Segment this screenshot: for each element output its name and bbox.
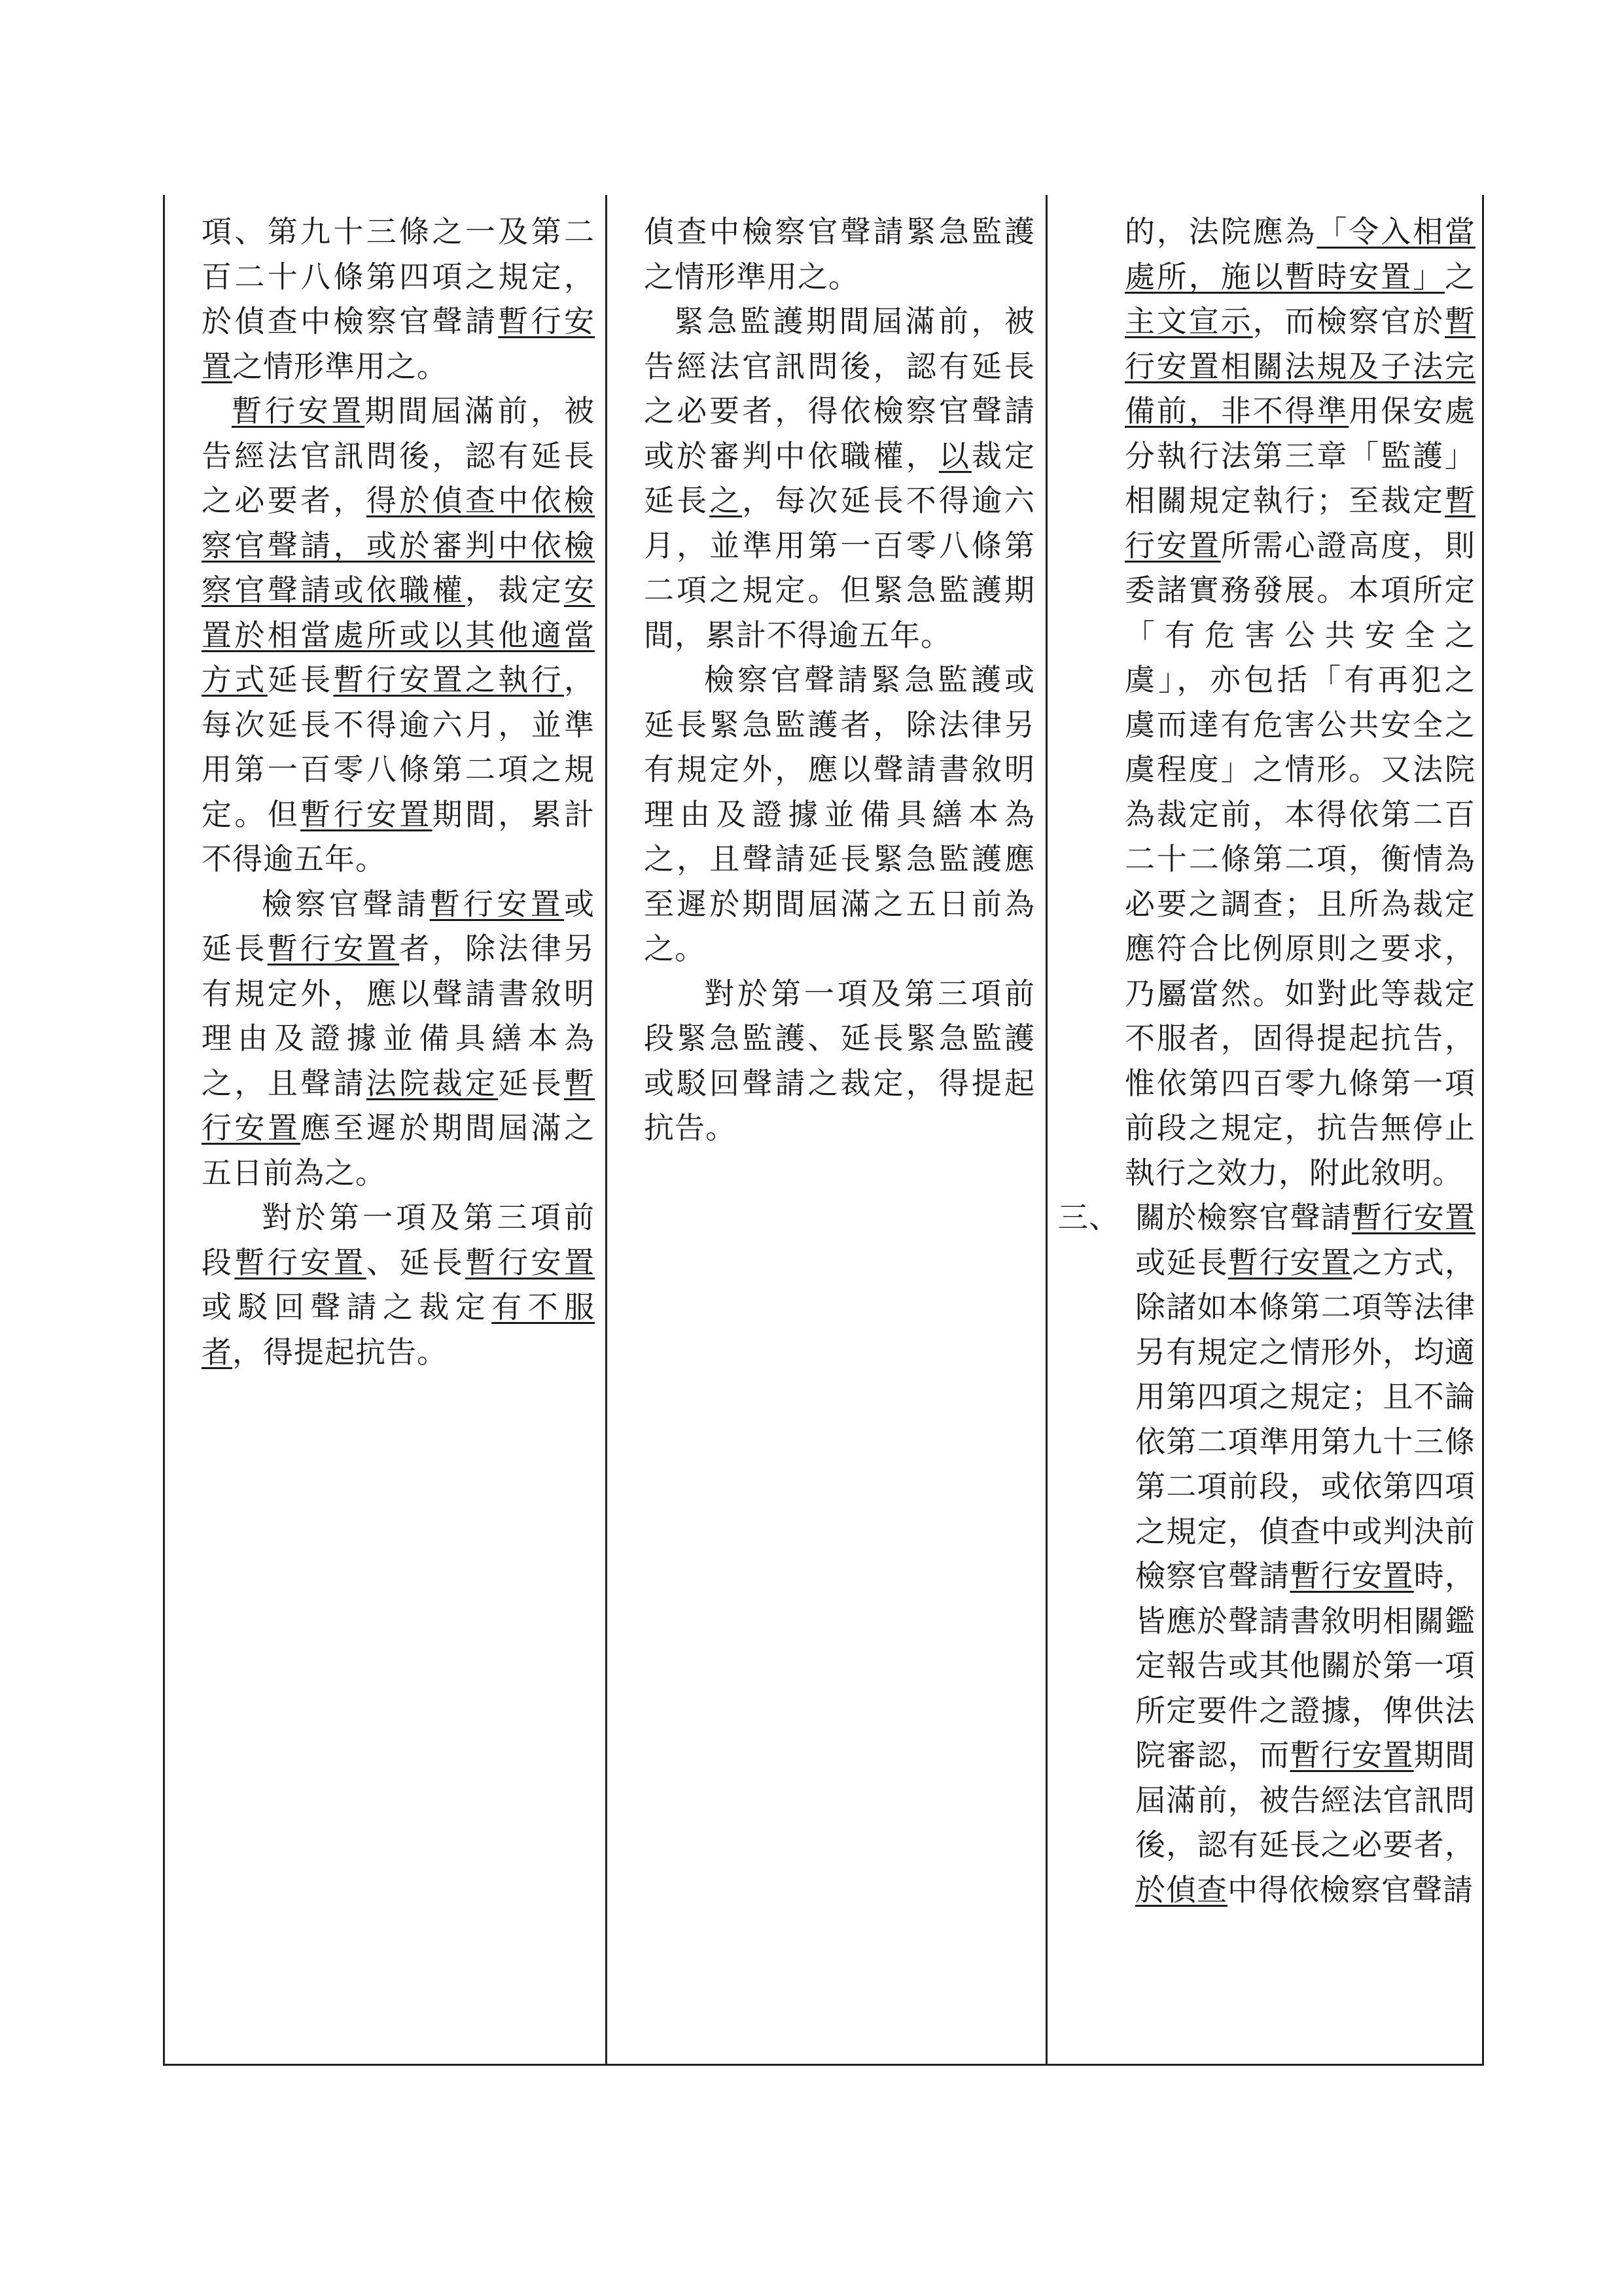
underlined-text: 於偵查	[1135, 1871, 1227, 1907]
text-segment: 之情形準用之。	[232, 348, 448, 384]
text-segment: 之	[1445, 258, 1475, 294]
text-segment: ，每次延長不得逾六月，並準用第一百零八條第二項之規定。但	[202, 662, 595, 832]
underlined-text: 相關法規及子法	[1220, 348, 1445, 384]
text-segment: 或駁回聲請之裁定	[202, 1289, 492, 1325]
text-segment: 、延長	[366, 1244, 465, 1280]
text-segment: ，裁定	[465, 572, 565, 608]
underlined-text: 完備前，非不得準	[1125, 348, 1476, 428]
c2-paragraph-2	[644, 299, 1035, 657]
text-segment: 或延長	[1135, 1244, 1228, 1280]
underlined-text: 暫行安置之執行	[333, 662, 565, 697]
text-segment: 期間，累計不得逾五年。	[202, 796, 595, 877]
underlined-text: 暫行安置	[267, 931, 400, 966]
underlined-text: 暫行安置	[202, 1065, 595, 1145]
c1-paragraph-1	[202, 209, 595, 389]
text-segment: 對於第一項及第三項前段	[202, 1200, 595, 1280]
comparison-table	[163, 195, 1484, 2066]
underlined-text: 暫行安置	[1125, 304, 1476, 384]
text-segment: ，每次延長不得逾六月，並準用第一百零八條第二項之規定。但緊急監護期間，累計不得逾五年。	[644, 483, 1036, 653]
underlined-text: 暫行安置	[1352, 1200, 1476, 1235]
underlined-text: 法院裁定	[366, 1065, 499, 1101]
column-explanation	[1046, 195, 1482, 2064]
underlined-text: 暫行安置	[232, 393, 365, 428]
underlined-text: 之	[709, 483, 743, 518]
text-segment: 所需心證高度，則委諸實務發展。本項所定「有危害公共安全之虞」，亦包括「有再犯之虞而達有危害公共安全之虞程度」之情形。又法院為裁定前，本得依第二百二十二條第二項，衡情為必要之調查；且所為裁定應符合比例原則之要求，乃屬當然。如對此等裁定不服者，固得提起抗告，惟依第四百零九條第一項前段之規定，抗告無停止執行之效力，附此敘明。	[1125, 527, 1476, 1191]
c1-paragraph-2	[202, 389, 595, 882]
text-segment: ，而檢察官於	[1252, 304, 1445, 339]
text-segment: 檢察官聲請	[262, 886, 430, 922]
text-segment: 的，法院應為	[1125, 214, 1317, 249]
c2-paragraph-4	[644, 971, 1035, 1151]
underlined-text: 得於偵查中依檢察官聲請，或於審判中依檢察官聲請或依職權	[202, 483, 595, 608]
column-amended-text	[165, 195, 605, 2064]
c3-continuation	[1125, 209, 1475, 1195]
text-segment: 延長	[498, 1065, 565, 1101]
text-segment: 項、第九十三條之一及第二百二十八條第四項之規定，於偵查中檢察官聲請	[202, 214, 595, 339]
text-segment: 用保安處分執行法第三章「監護」相關規定執行；至裁定	[1125, 393, 1476, 518]
text-segment: 或延長	[202, 886, 595, 966]
text-segment: 時，皆應於聲請書敘明相關鑑定報告或其他關於第一項所定要件之證據，俾供法院審認，而	[1135, 1558, 1476, 1773]
text-segment: 裁定延長	[644, 438, 1036, 518]
underlined-text: 暫行安置	[202, 304, 595, 384]
text-segment: 對於第一項及第三項前段緊急監護、延長緊急監護或駁回聲請之裁定，得提起抗告。	[644, 975, 1035, 1145]
item-marker: 三、	[1058, 1200, 1120, 1235]
underlined-text: 主文宣示	[1125, 304, 1253, 339]
underlined-text: 暫行安置	[300, 796, 432, 832]
text-segment: 緊急監護期間屆滿前，被告經法官訊問後，認有延長之必要者，得依檢察官聲請或於審判中依職權，	[644, 304, 1035, 474]
text-segment: 期間屆滿前，被告經法官訊問後，認有延長之必要者，	[202, 393, 595, 518]
text-segment: 檢察官聲請緊急監護或延長緊急監護者，除法律另有規定外，應以聲請書敘明理由及證據並備具繕本為之，且聲請延長緊急監護應至遲於期間屆滿之五日前為之。	[644, 662, 1035, 966]
c2-paragraph-3	[644, 657, 1035, 971]
underlined-text: 暫行安置	[465, 1244, 595, 1280]
underlined-text: 「令入相當處所，施以暫時安置」	[1125, 214, 1476, 294]
underlined-text: 暫行安置	[429, 886, 565, 922]
c1-paragraph-3	[202, 882, 595, 1196]
underlined-text: 以	[938, 438, 972, 474]
text-segment: 關於檢察官聲請	[1135, 1200, 1352, 1235]
text-segment: 應至遲於期間屆滿之五日前為之。	[202, 1110, 595, 1191]
underlined-text: 暫行安置	[1290, 1558, 1414, 1593]
underlined-text: 有不服者	[202, 1289, 595, 1370]
text-segment: 期間屆滿前，被告經法官訊問後，認有延長之必要者，	[1135, 1737, 1476, 1862]
text-segment: 中得依檢察官聲請	[1227, 1871, 1474, 1907]
text-segment: ，得提起抗告。	[232, 1334, 448, 1370]
text-segment: 延長	[267, 662, 334, 697]
c2-paragraph-1	[644, 209, 1035, 299]
underlined-text: 暫行安置	[234, 1244, 366, 1280]
text-segment: 偵查中檢察官聲請緊急監護之情形準用之。	[644, 214, 1035, 294]
column-current-text	[605, 195, 1046, 2064]
text-segment: 者，除法律另有規定外，應以聲請書敘明理由及證據並備具繕本為之，且聲請	[202, 931, 595, 1101]
underlined-text: 暫行安置	[1125, 483, 1475, 563]
c1-paragraph-4	[202, 1195, 595, 1374]
underlined-text: 暫行安置	[1227, 1244, 1352, 1280]
underlined-text: 安置於相當處所或以其他適當方式	[202, 572, 595, 697]
c3-item-text	[1135, 1195, 1475, 1912]
underlined-text: 暫行安置	[1290, 1737, 1414, 1773]
text-segment: 之方式，除諸如本條第二項等法律另有規定之情形外，均適用第四項之規定；且不論依第二項準用第九十三條第二項前段，或依第四項之規定，偵查中或判決前檢察官聲請	[1135, 1244, 1476, 1593]
explanation-item-3	[1058, 1195, 1475, 1912]
